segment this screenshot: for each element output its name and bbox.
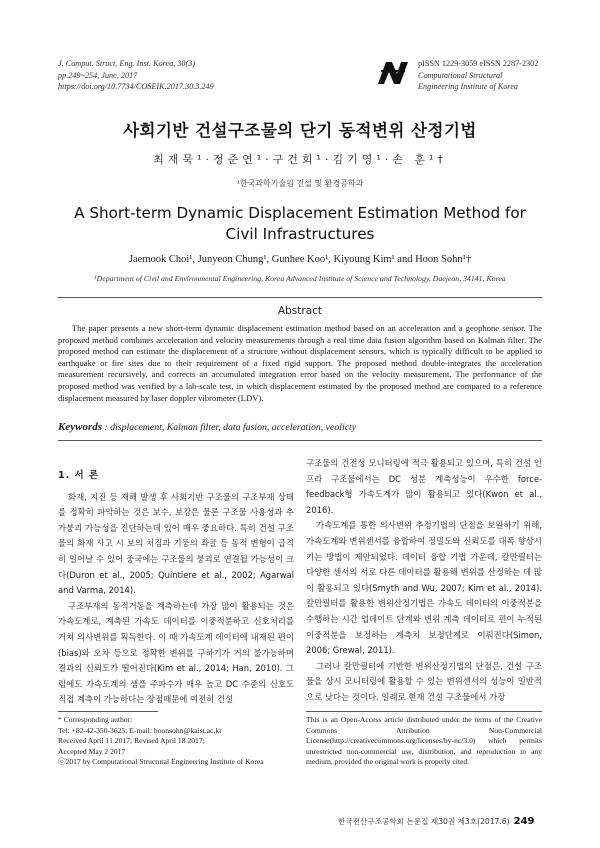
journal-pages: pp.249~254, June, 2017 xyxy=(58,70,138,80)
footer-journal: 한국전산구조공학회 논문집 제30권 제3호(2017.6) xyxy=(338,817,510,826)
footnote-rule-right xyxy=(306,711,542,712)
coseik-logo-icon xyxy=(378,60,408,86)
title-english: A Short-term Dynamic Displacement Estimation Method for Civil Infrastructures xyxy=(74,204,526,243)
body-right-column xyxy=(306,456,542,706)
open-access-note: This is an Open-Access article distributed under the terms of the Creative Commons Attribution Non-Commercial License(http://creativecommons.org/licenses/by-nc/3.0) which permits unrestricted non-commercial use, distribution, and reproduction in any medium, provided the original work is properly cited. xyxy=(306,715,542,767)
footnote-line: Tel: +82-42-350-3625; E-mail: hoonsohn@kaist.ac.kr xyxy=(58,725,222,735)
footnote-line: * Corresponding author: xyxy=(58,715,133,724)
body-paragraph: 화재, 지진 등 재해 발생 후 사회기반 구조물의 구조부재 상태를 정확히 파악하는 것은 보수, 보강은 물론 구조물 사용성과 추가붕괴 가능성을 진단하는데 있어 매우 중요하다. 특히 건설 구조물의 화재 사고 시 보의 처짐과 기둥의 좌굴 등 동적 변형이 급격히 일어날 수 있어 중국에는 구조물의 붕괴로 연결될 가능성이 크다(Duron et al., 2005; Quintiere et al., 2002; Agarwal and Varma, 2014). xyxy=(58,491,294,596)
footnote-line: Received April 11 2017; Revised April 18 2017; xyxy=(58,736,205,746)
journal-citation: J. Comput. Struct. Eng. Inst. Korea, 30(3) xyxy=(58,59,196,68)
section-heading-introduction: 1. 서 론 xyxy=(58,470,100,481)
keywords-label: Keywords xyxy=(58,421,102,433)
journal-header-right xyxy=(418,58,538,93)
issn: pISSN 1229-3059 eISSN 2287-2302 xyxy=(418,59,539,68)
footnote-line: Accepted May 2 2017 xyxy=(58,746,126,756)
affiliation-korean: ¹한국과학기술원 건설 및 환경공학과 xyxy=(236,179,364,188)
keywords xyxy=(58,421,542,433)
society-name-line1: Computational Structural xyxy=(418,70,503,80)
affiliation-english: ¹Department of Civil and Environmental Engineering, Korea Advanced Institute of Science and Technology, Daejeon, 34141, Korea xyxy=(94,274,506,283)
page-footer xyxy=(338,816,534,827)
corresponding-author-note xyxy=(58,715,294,768)
doi-link[interactable]: https://doi.org/10.7734/COSEIK.2017.30.3.249 xyxy=(58,82,214,91)
authors-english: Jaemook Choi¹, Junyeon Chung¹, Gunhee Koo¹, Kiyoung Kim¹ and Hoon Sohn¹† xyxy=(128,254,472,265)
body-paragraph: 가속도계를 통한 의사변위 추정기법의 단점을 보완하기 위해, 가속도계와 변위센서를 융합하여 정밀도와 신뢰도를 대폭 향상시키는 방법이 제안되었다. 데이터 융합 기법 가운데, 칼만필터는 다양한 센서의 서로 다른 데이터를 활용해 변위를 산정하는 데 많이 활용되고 있다(Smyth and Wu, 2007; Kim et al., 2014). 칼만필터를 활용한 변위산정기법은 가속도 데이터의 이중적분을 수행하는 시간 업데이트 단계와 변위 계측 데이터로 편이 누적된 이중적분을 보정하는 계측치 보정단계로 이뤄진다(Simon, 2006; Grewal, 2011). xyxy=(306,520,542,656)
body-paragraph: 그러나 칼만필터에 기반한 변위산정기법의 단점은, 건설 구조물을 상시 모니터링에 활용할 수 있는 변위센서의 성능이 일반적으로 낮다는 것이다. 일례로 현재 건설 구조물에서 가장 xyxy=(306,660,542,702)
society-name-line2: Engineering Institute of Korea xyxy=(418,82,518,91)
page-number: 249 xyxy=(513,816,535,827)
body-paragraph: 구조부재의 동적거동을 계측하는데 가장 많이 활용되는 것은 가속도계로, 계측된 가속도 데이터를 이중적분하고 신호처리를 거쳐 의사변위를 획득한다. 이 때 가속도계 데이터에 내재된 편이(bias)와 오차 등으로 정확한 변위를 구하기가 거의 불가능하며 결과의 신뢰도가 떨어진다(Kim et al., 2014; Han, 2010). 그럼에도 가속도계의 샘플 주파수가 매우 높고 DC 수준의 신호도 직접 계측이 가능하다는 장점때문에 여전히 건설 xyxy=(58,600,294,705)
abstract-text: The paper presents a new short-term dynamic displacement estimation method based on an acceleration and a geophone sensor. The proposed method combines acceleration and velocity measurements through a real time data fusion algorithm based on Kalman filter. The proposed method can estimate the displacement of a structure without displacement sensors, which is typically difficult to be applied to earthquake or fire sites due to their requirement of a fixed rigid support. The proposed method double-integrates the acceleration measurement recursively, and corrects an accumulated integration error based on the velocity measurement. The performance of the proposed method was verified by a lab-scale test, in which displacement estimated by the proposed method are compared to a reference displacement measured by laser doppler vibrometer (LDV). xyxy=(58,323,542,403)
authors-korean: 최재묵¹·정준연¹·구건회¹·김기영¹·손 훈¹† xyxy=(153,153,447,166)
keywords-text: : displacement, Kalman filter, data fusion, acceleration, veolicty xyxy=(102,422,357,433)
title-korean: 사회기반 건설구조물의 단기 동적변위 산정기법 xyxy=(123,121,477,140)
body-left-column xyxy=(58,468,294,708)
abstract-heading: Abstract xyxy=(277,305,323,317)
footnote-rule-left xyxy=(58,711,158,712)
keywords-bottom-rule xyxy=(58,440,542,441)
journal-header-left xyxy=(58,58,214,93)
footnote-line: ⓒ2017 by Computational Structural Engineering Institute of Korea xyxy=(58,757,264,767)
abstract-top-rule xyxy=(58,297,542,298)
body-paragraph: 구조물의 건전성 모니터링에 적극 활용되고 있으며, 특히 건설 인프라 구조물에서는 DC 성분 계측성능이 우수한 force-feedback형 가속도계가 많이 활용되고 있다(Kwon et al., 2016). xyxy=(306,458,542,515)
